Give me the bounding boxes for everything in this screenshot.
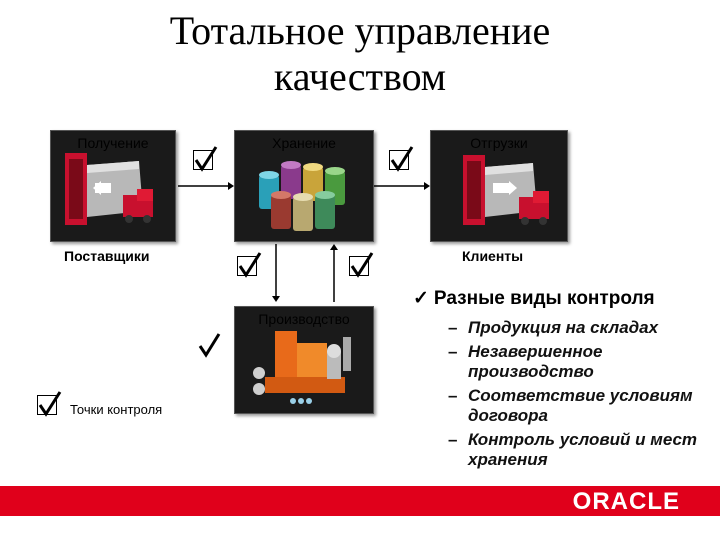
list-item-text: Незавершенное производство [468, 342, 603, 381]
customers-label: Клиенты [462, 248, 524, 264]
checkmark-icon [349, 256, 369, 276]
list-item: – Соответствие условиям договора [448, 386, 693, 425]
control-heading [413, 287, 655, 310]
footer-bar [0, 486, 720, 516]
arrow-storage-to-shipping [374, 180, 430, 192]
arrow-storage-to-production [270, 244, 282, 302]
control-heading-text: Разные виды контроля [433, 288, 655, 309]
slide-title: Тотальное управление качеством [169, 8, 551, 99]
list-item-text: Продукция на складах [468, 318, 659, 337]
checkmark-icon: ✓ [413, 288, 429, 309]
receiving-box [50, 130, 176, 242]
storage-label: Хранение [272, 135, 336, 151]
suppliers-label: Поставщики [64, 248, 150, 264]
shipping-label: Отгрузки [470, 135, 528, 151]
checkmark-icon [37, 395, 57, 415]
checkpoints-label: Точки контроля [70, 402, 163, 417]
list-item: – Контроль условий и мест хранения [448, 430, 698, 469]
oracle-logo: ORACLE [572, 488, 680, 515]
production-label: Производство [258, 311, 350, 327]
arrow-receiving-to-storage [178, 180, 234, 192]
list-item-text: Соответствие условиям договора [468, 386, 693, 425]
list-item: – Продукция на складах [448, 318, 659, 337]
checkmark-icon [389, 150, 409, 170]
storage-box [234, 130, 374, 242]
arrow-production-to-storage [328, 244, 340, 302]
control-list [448, 318, 718, 474]
list-item-text: Контроль условий и мест хранения [468, 430, 698, 469]
checkmark-icon [197, 332, 221, 358]
receiving-label: Получение [77, 135, 149, 151]
checkmark-icon [237, 256, 257, 276]
list-item: – Незавершенное производство [448, 342, 603, 381]
production-box [234, 306, 374, 414]
shipping-box [430, 130, 568, 242]
checkmark-icon [193, 150, 213, 170]
